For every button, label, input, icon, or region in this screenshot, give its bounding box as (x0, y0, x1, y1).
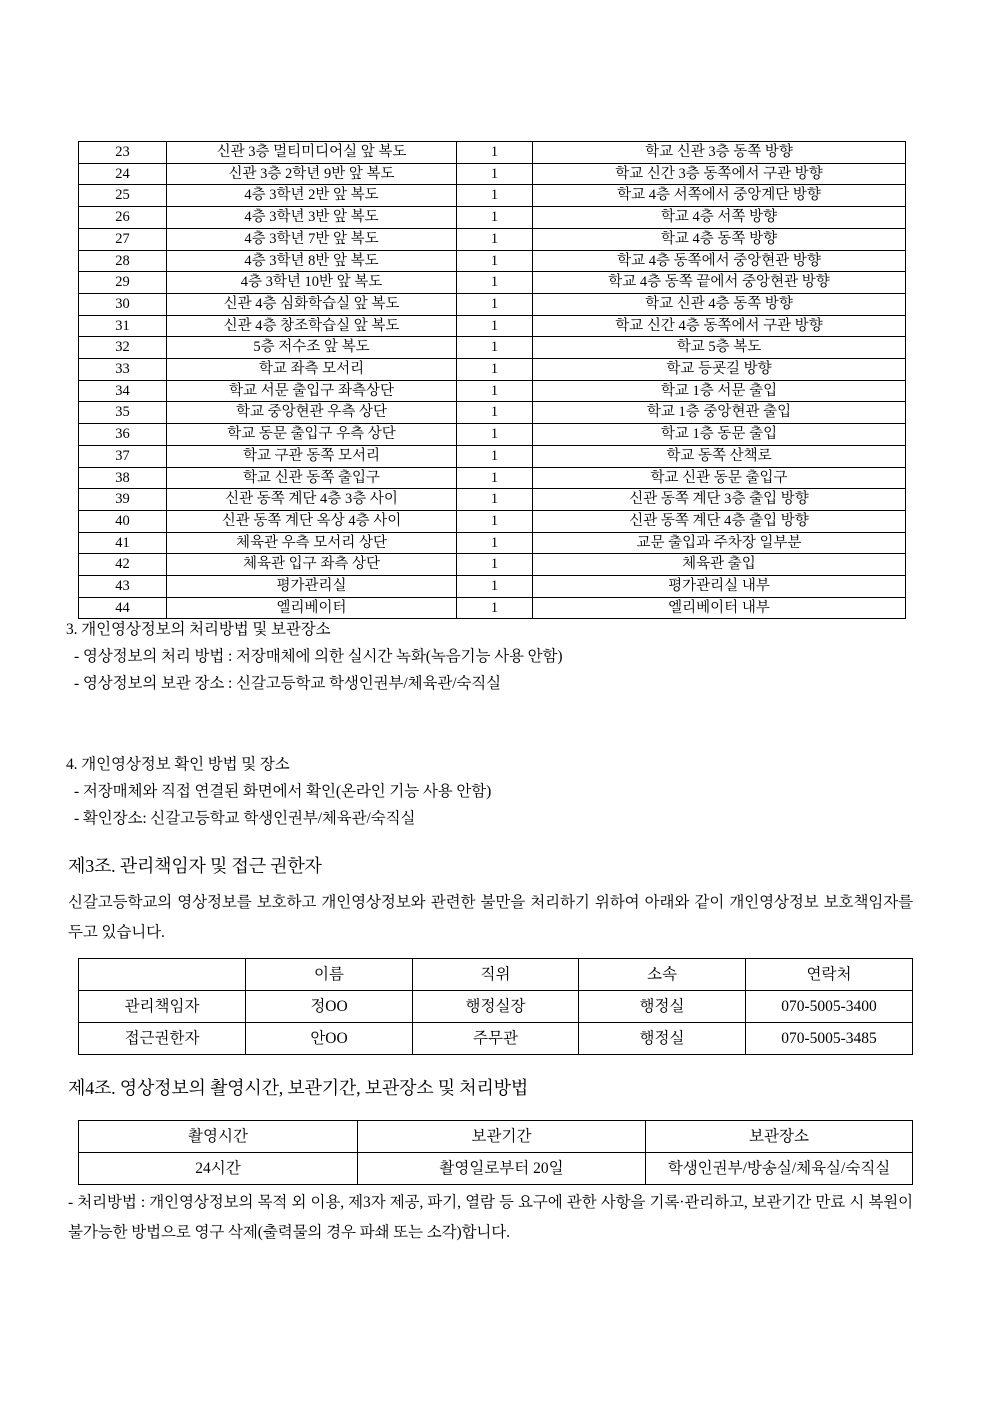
camera-row-cell-range: 학교 4층 동쪽 끝에서 중앙현관 방향 (533, 272, 906, 294)
retention-table-body (79, 1121, 913, 1185)
camera-row-cell-qty: 1 (457, 467, 533, 489)
camera-row-cell-range: 신관 동쪽 계단 3층 출입 방향 (533, 489, 906, 511)
section3-title: 3. 개인영상정보의 처리방법 및 보관장소 (66, 621, 331, 638)
retention-row-cell-shoot_time: 24시간 (79, 1153, 358, 1185)
camera-row-cell-no: 44 (79, 597, 167, 619)
camera-row-cell-no: 33 (79, 359, 167, 381)
camera-row (79, 272, 906, 294)
article4-paragraph: - 처리방법 : 개인영상정보의 목적 외 이용, 제3자 제공, 파기, 열람 등 요구에 관한 사항을 기록·관리하고, 보관기간 만료 시 복원이 불가능한 방법으로 영구 삭제(출력물의 경우 파쇄 또는 소각)합니다. (68, 1194, 913, 1241)
retention-header-row (79, 1121, 913, 1153)
camera-row-cell-location: 신관 4층 창조학습실 앞 복도 (167, 315, 457, 337)
camera-row-cell-location: 4층 3학년 10반 앞 복도 (167, 272, 457, 294)
camera-row-cell-no: 29 (79, 272, 167, 294)
manager-row (79, 1023, 913, 1055)
camera-row-cell-no: 32 (79, 337, 167, 359)
manager-row-cell-name: 안OO (246, 1023, 413, 1055)
camera-row-cell-range: 학교 신간 3층 동쪽에서 구관 방향 (533, 163, 906, 185)
camera-row-cell-no: 39 (79, 489, 167, 511)
section4-line-1: - 저장매체와 직접 연결된 화면에서 확인(온라인 기능 사용 안함) (74, 783, 492, 800)
camera-row-cell-range: 학교 4층 서쪽 방향 (533, 207, 906, 229)
camera-row (79, 337, 906, 359)
camera-row-cell-location: 신관 3층 2학년 9반 앞 복도 (167, 163, 457, 185)
camera-row-cell-no: 23 (79, 142, 167, 164)
article3-paragraph: 신갈고등학교의 영상정보를 보호하고 개인영상정보와 관련한 불만을 처리하기 위하여 아래와 같이 개인영상정보 보호책임자를 두고 있습니다. (68, 894, 913, 941)
camera-row (79, 185, 906, 207)
camera-row-cell-range: 학교 1층 서문 출입 (533, 380, 906, 402)
camera-row-cell-no: 27 (79, 228, 167, 250)
camera-row-cell-location: 4층 3학년 7반 앞 복도 (167, 228, 457, 250)
camera-row-cell-qty: 1 (457, 250, 533, 272)
camera-row-cell-range: 학교 4층 서쪽에서 중앙계단 방향 (533, 185, 906, 207)
camera-row-cell-qty: 1 (457, 315, 533, 337)
manager-header-cell-3: 소속 (579, 959, 746, 991)
camera-row-cell-qty: 1 (457, 445, 533, 467)
camera-row-cell-qty: 1 (457, 228, 533, 250)
camera-row-cell-location: 4층 3학년 2반 앞 복도 (167, 185, 457, 207)
camera-row-cell-range: 교문 출입과 주차장 일부분 (533, 532, 906, 554)
camera-row (79, 554, 906, 576)
camera-row-cell-location: 학교 동문 출입구 우측 상단 (167, 424, 457, 446)
camera-row-cell-no: 42 (79, 554, 167, 576)
camera-row-cell-location: 평가관리실 (167, 576, 457, 598)
camera-installation-table (78, 141, 906, 619)
camera-row-cell-no: 30 (79, 293, 167, 315)
camera-row-cell-qty: 1 (457, 554, 533, 576)
camera-row-cell-no: 43 (79, 576, 167, 598)
article4-heading: 제4조. 영상정보의 촬영시간, 보관기간, 보관장소 및 처리방법 (68, 1078, 529, 1098)
retention-info-table (78, 1120, 913, 1185)
camera-row-cell-qty: 1 (457, 576, 533, 598)
camera-row-cell-qty: 1 (457, 402, 533, 424)
camera-table-body (79, 142, 906, 619)
camera-row (79, 489, 906, 511)
camera-row-cell-range: 학교 등굣길 방향 (533, 359, 906, 381)
camera-row-cell-qty: 1 (457, 359, 533, 381)
camera-row-cell-no: 40 (79, 510, 167, 532)
manager-row-cell-department: 행정실 (579, 1023, 746, 1055)
camera-row (79, 228, 906, 250)
camera-row (79, 207, 906, 229)
camera-row-cell-qty: 1 (457, 597, 533, 619)
camera-row-cell-no: 31 (79, 315, 167, 337)
camera-row-cell-qty: 1 (457, 142, 533, 164)
camera-row-cell-location: 학교 중앙현관 우측 상단 (167, 402, 457, 424)
camera-row-cell-location: 신관 4층 심화학습실 앞 복도 (167, 293, 457, 315)
section3-line-1: - 영상정보의 처리 방법 : 저장매체에 의한 실시간 녹화(녹음기능 사용 안함) (74, 648, 563, 665)
camera-row (79, 445, 906, 467)
camera-row-cell-location: 체육관 입구 좌측 상단 (167, 554, 457, 576)
camera-row-cell-range: 학교 신관 동문 출입구 (533, 467, 906, 489)
camera-row (79, 315, 906, 337)
camera-row-cell-location: 엘리베이터 (167, 597, 457, 619)
retention-header-cell-2: 보관장소 (646, 1121, 913, 1153)
camera-row-cell-no: 24 (79, 163, 167, 185)
manager-row-cell-role: 접근권한자 (79, 1023, 246, 1055)
manager-row-cell-role: 관리책임자 (79, 991, 246, 1023)
manager-header-cell-0 (79, 959, 246, 991)
camera-row-cell-qty: 1 (457, 532, 533, 554)
camera-row-cell-qty: 1 (457, 380, 533, 402)
camera-row-cell-no: 25 (79, 185, 167, 207)
manager-row-cell-position: 주무관 (413, 1023, 579, 1055)
camera-row-cell-location: 신관 동쪽 계단 4층 3층 사이 (167, 489, 457, 511)
camera-row-cell-qty: 1 (457, 293, 533, 315)
camera-row (79, 380, 906, 402)
camera-row-cell-range: 체육관 출입 (533, 554, 906, 576)
camera-row-cell-qty: 1 (457, 163, 533, 185)
camera-row-cell-qty: 1 (457, 337, 533, 359)
camera-row-cell-range: 엘리베이터 내부 (533, 597, 906, 619)
manager-row-cell-position: 행정실장 (413, 991, 579, 1023)
manager-row-cell-contact: 070-5005-3400 (746, 991, 913, 1023)
camera-row-cell-qty: 1 (457, 424, 533, 446)
camera-row-cell-range: 학교 1층 중앙현관 출입 (533, 402, 906, 424)
retention-header-cell-1: 보관기간 (358, 1121, 646, 1153)
manager-contact-table (78, 958, 913, 1055)
camera-row-cell-no: 26 (79, 207, 167, 229)
camera-row-cell-location: 학교 좌측 모서리 (167, 359, 457, 381)
camera-row (79, 424, 906, 446)
camera-row-cell-no: 41 (79, 532, 167, 554)
camera-row-cell-range: 학교 4층 동쪽 방향 (533, 228, 906, 250)
camera-row (79, 250, 906, 272)
manager-header-cell-4: 연락처 (746, 959, 913, 991)
camera-row (79, 293, 906, 315)
camera-row (79, 576, 906, 598)
camera-row-cell-location: 5층 저수조 앞 복도 (167, 337, 457, 359)
manager-header-cell-2: 직위 (413, 959, 579, 991)
camera-row-cell-range: 학교 5층 복도 (533, 337, 906, 359)
camera-row-cell-no: 38 (79, 467, 167, 489)
manager-header-cell-1: 이름 (246, 959, 413, 991)
manager-row-cell-contact: 070-5005-3485 (746, 1023, 913, 1055)
camera-row-cell-qty: 1 (457, 489, 533, 511)
manager-row-cell-name: 정OO (246, 991, 413, 1023)
retention-row-cell-place: 학생인권부/방송실/체육실/숙직실 (646, 1153, 913, 1185)
manager-row-cell-department: 행정실 (579, 991, 746, 1023)
camera-row (79, 142, 906, 164)
camera-row (79, 467, 906, 489)
camera-row-cell-qty: 1 (457, 207, 533, 229)
camera-row-cell-range: 평가관리실 내부 (533, 576, 906, 598)
camera-row-cell-location: 4층 3학년 8반 앞 복도 (167, 250, 457, 272)
camera-row-cell-no: 35 (79, 402, 167, 424)
camera-row-cell-location: 체육관 우측 모서리 상단 (167, 532, 457, 554)
camera-row-cell-range: 학교 신관 3층 동쪽 방향 (533, 142, 906, 164)
camera-row (79, 163, 906, 185)
article3-heading: 제3조. 관리책임자 및 접근 권한자 (68, 856, 322, 876)
section3-line-2: - 영상정보의 보관 장소 : 신갈고등학교 학생인권부/체육관/숙직실 (74, 675, 502, 692)
camera-row-cell-qty: 1 (457, 272, 533, 294)
camera-row-cell-no: 28 (79, 250, 167, 272)
camera-row-cell-qty: 1 (457, 185, 533, 207)
camera-row-cell-no: 37 (79, 445, 167, 467)
camera-row-cell-range: 신관 동쪽 계단 4층 출입 방향 (533, 510, 906, 532)
camera-row-cell-range: 학교 1층 동문 출입 (533, 424, 906, 446)
camera-row-cell-range: 학교 신간 4층 동쪽에서 구관 방향 (533, 315, 906, 337)
camera-row-cell-range: 학교 4층 동쪽에서 중앙현관 방향 (533, 250, 906, 272)
manager-header-row (79, 959, 913, 991)
camera-row-cell-location: 신관 3층 멀티미디어실 앞 복도 (167, 142, 457, 164)
retention-row (79, 1153, 913, 1185)
camera-row-cell-range: 학교 동쪽 산책로 (533, 445, 906, 467)
camera-row-cell-qty: 1 (457, 510, 533, 532)
section4-line-2: - 확인장소: 신갈고등학교 학생인권부/체육관/숙직실 (74, 810, 416, 827)
retention-row-cell-retention: 촬영일로부터 20일 (358, 1153, 646, 1185)
camera-row (79, 510, 906, 532)
camera-row (79, 359, 906, 381)
camera-row-cell-range: 학교 신관 4층 동쪽 방향 (533, 293, 906, 315)
manager-row (79, 991, 913, 1023)
camera-row-cell-location: 4층 3학년 3반 앞 복도 (167, 207, 457, 229)
camera-row-cell-no: 34 (79, 380, 167, 402)
manager-table-body (79, 959, 913, 1055)
camera-row-cell-location: 학교 서문 출입구 좌측상단 (167, 380, 457, 402)
camera-row (79, 532, 906, 554)
section4-title: 4. 개인영상정보 확인 방법 및 장소 (66, 756, 290, 773)
camera-row-cell-location: 학교 구관 동쪽 모서리 (167, 445, 457, 467)
camera-row (79, 402, 906, 424)
camera-row-cell-location: 학교 신관 동쪽 출입구 (167, 467, 457, 489)
camera-row-cell-location: 신관 동쪽 계단 옥상 4층 사이 (167, 510, 457, 532)
camera-row-cell-no: 36 (79, 424, 167, 446)
retention-header-cell-0: 촬영시간 (79, 1121, 358, 1153)
